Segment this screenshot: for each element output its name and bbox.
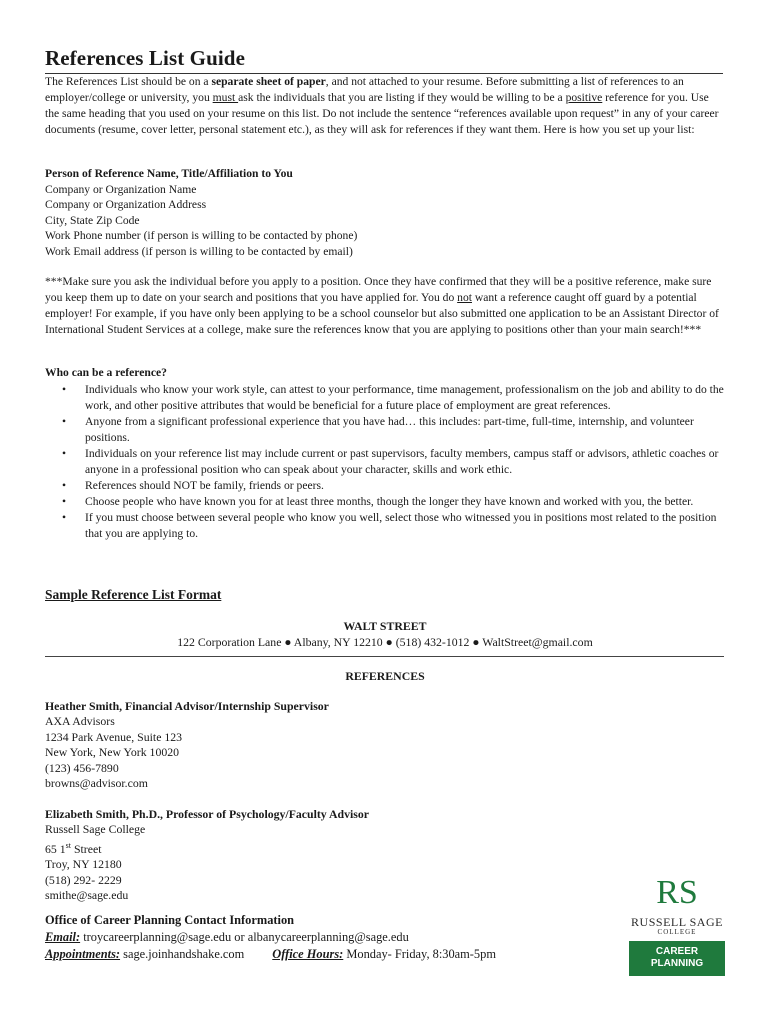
reference-line: smithe@sage.edu <box>45 887 129 902</box>
intro-underline-positive: positive <box>565 91 603 104</box>
bullet-icon: • <box>62 479 67 492</box>
appointments-label: Appointments: <box>45 947 121 961</box>
rs-monogram-text: RS <box>656 874 698 909</box>
intro-text-2: , and not attached to your resume. Before submitting a list of references to an employer/college or university, you <box>45 75 684 104</box>
list-item <box>62 382 725 414</box>
who-heading: Who can be a reference? <box>45 366 167 379</box>
intro-bold-phrase: separate sheet of paper <box>211 75 326 88</box>
reference-line: New York, New York 10020 <box>45 745 180 760</box>
bullet-icon: • <box>62 511 67 524</box>
career-badge-line: PLANNING <box>650 958 704 969</box>
bullet-icon: • <box>62 495 67 508</box>
office-hours-value: Monday- Friday, 8:30am-5pm <box>343 947 496 961</box>
intro-text-3: ask the individuals that you are listing if they would be willing to be a <box>238 91 566 104</box>
reference-line: (518) 292- 2229 <box>45 872 122 887</box>
email-value: troycareerplanning@sage.edu or albanycareerplanning@sage.edu <box>80 930 409 944</box>
intro-text-4: reference for you. Use the same heading that you used on your resume on this list. Do not include the sentence “references available upon request” in any of your career documents (resume, cover letter, personal statement etc.), as they will ask for references if they want them. Here is how you set up your list: <box>45 91 719 136</box>
career-badge-line: CAREER <box>655 946 699 957</box>
list-item-text: Individuals on your reference list may include current or past supervisors, faculty members, campus staff or advisors, athletic coaches or anyone in a professional position who can speak about your character, skills and work ethic. <box>85 447 719 476</box>
reference-line: Russell Sage College <box>45 822 146 837</box>
list-item <box>62 510 725 542</box>
intro-text-1: The References List should be on a <box>45 75 212 88</box>
reference-name: Elizabeth Smith, Ph.D., Professor of Psychology/Faculty Advisor <box>45 807 369 821</box>
sample-name-heading: WALT STREET <box>343 619 427 633</box>
list-item-text: References should NOT be family, friends or peers. <box>85 479 324 492</box>
contact-appointments-row <box>45 946 605 963</box>
bullet-icon: • <box>62 415 67 428</box>
sample-section-heading: Sample Reference List Format <box>45 587 222 602</box>
reference-street-line <box>45 838 545 857</box>
reference-format-block <box>45 166 725 259</box>
sample-contact-line: 122 Corporation Lane ● Albany, NY 12210 ● (518) 432-1012 ● WaltStreet@gmail.com <box>177 635 593 649</box>
contact-info-block <box>45 912 605 963</box>
reference-format-line: Work Email address (if person is willing to be contacted by email) <box>45 244 353 258</box>
reference-line: browns@advisor.com <box>45 776 148 791</box>
list-item <box>62 494 725 510</box>
who-section <box>45 365 725 542</box>
list-item-text: Individuals who know your work style, can attest to your performance, time management, professionalism on the job and ability to do the work, and other positive attributes that would be beneficial for a future place of employment are great references. <box>85 383 724 412</box>
references-title: REFERENCES <box>345 669 425 683</box>
appointments-value: sage.joinhandshake.com <box>120 947 245 961</box>
reference-line: Troy, NY 12180 <box>45 857 122 872</box>
career-planning-badge <box>629 941 725 976</box>
reference-line: (123) 456-7890 <box>45 760 119 775</box>
reference-format-line: City, State Zip Code <box>45 213 140 227</box>
intro-paragraph <box>45 74 725 138</box>
office-hours-label: Office Hours: <box>272 947 344 961</box>
contact-email-row <box>45 929 605 946</box>
ordinal-suffix: st <box>65 840 71 850</box>
reference-format-line: Company or Organization Address <box>45 198 207 211</box>
sample-reference-2 <box>45 807 545 903</box>
important-note-paragraph <box>45 274 725 338</box>
reference-line: 1234 Park Avenue, Suite 123 <box>45 729 183 744</box>
email-label: Email: <box>45 930 81 944</box>
reference-format-line: Company or Organization Name <box>45 182 197 196</box>
russell-sage-logo <box>628 873 726 976</box>
sample-divider <box>45 656 724 657</box>
bullet-icon: • <box>62 383 67 396</box>
bullet-icon: • <box>62 447 67 460</box>
sample-reference-1 <box>45 699 545 791</box>
list-item-text: If you must choose between several people who know you well, select those who witnessed you in positions most related to the position that you are applying to. <box>85 511 717 540</box>
list-item-text: Choose people who have known you for at least three months, though the longer they have known and worked with you, the better. <box>85 495 694 508</box>
street-name: Street <box>71 841 102 856</box>
street-number: 65 1 <box>45 841 66 856</box>
list-item <box>62 446 725 478</box>
reference-format-heading: Person of Reference Name, Title/Affiliation to You <box>45 167 293 180</box>
intro-underline-must: must <box>212 91 239 104</box>
list-item-text: Anyone from a significant professional experience that you have had… this includes: part-time, full-time, internship, and volunteer positions. <box>85 415 694 444</box>
note-text-1: ***Make sure you ask the individual before you apply to a position. Once they have confirmed that they will be a positive reference, make sure you keep them up to date on your search and positions that you have applied for. You do <box>45 275 712 304</box>
college-name: RUSSELL SAGE <box>631 915 723 929</box>
who-bullet-list <box>45 382 725 542</box>
page-title: References List Guide <box>45 46 246 70</box>
reference-name: Heather Smith, Financial Advisor/Internship Supervisor <box>45 699 329 713</box>
list-item <box>62 478 725 494</box>
college-subtitle: COLLEGE <box>657 928 697 936</box>
note-text-2: want a reference caught off guard by a potential employer! For example, if you have only been applying to be a school counselor but also submitted one application to be an Assistant Director of International Student Services at a college, make sure the references know that you are applying to positions other than your main search!*** <box>45 291 719 336</box>
contact-heading: Office of Career Planning Contact Information <box>45 913 295 927</box>
list-item <box>62 414 725 446</box>
reference-format-line: Work Phone number (if person is willing to be contacted by phone) <box>45 229 358 242</box>
rs-monogram-icon <box>628 873 726 909</box>
note-underline-not: not <box>457 291 472 304</box>
reference-line: AXA Advisors <box>45 714 115 729</box>
